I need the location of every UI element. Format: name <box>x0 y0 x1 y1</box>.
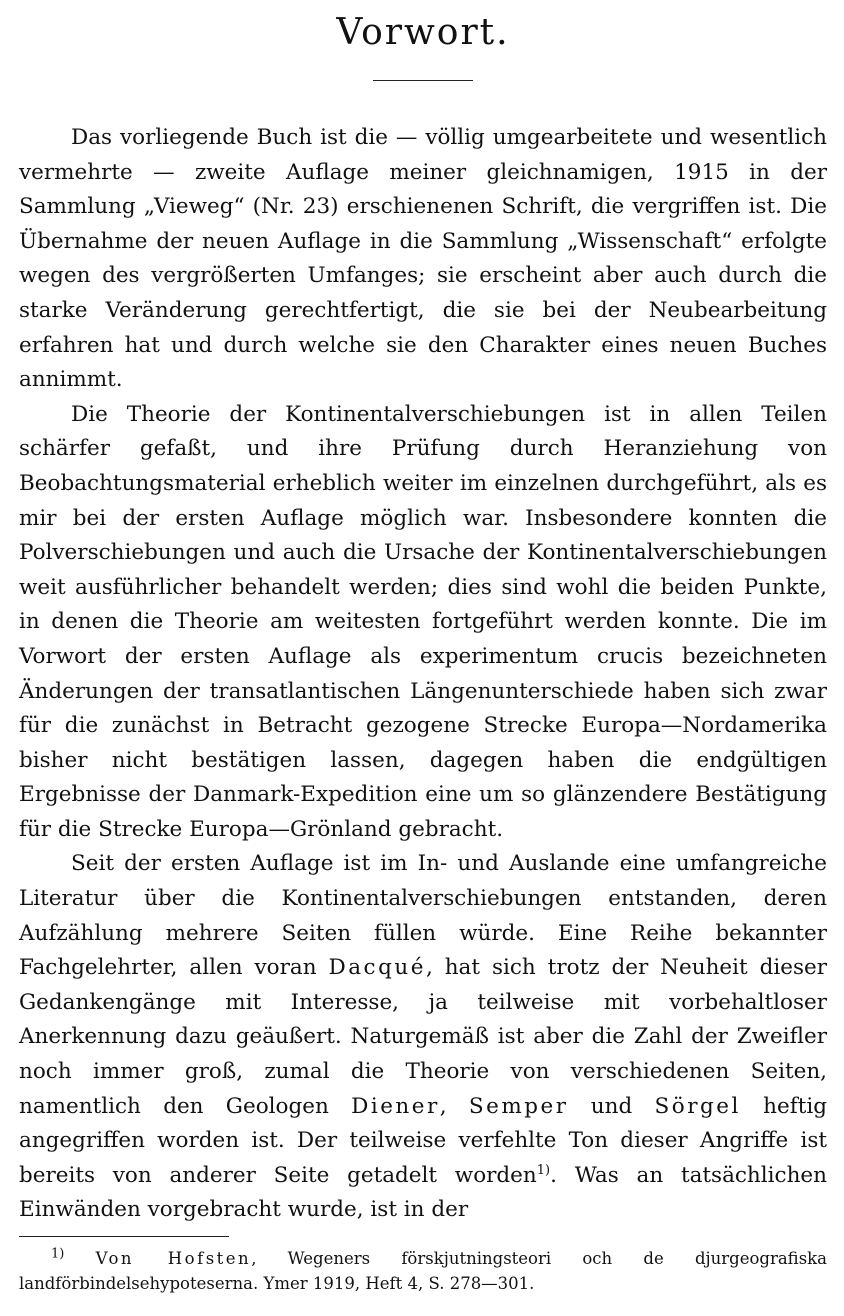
author-name-semper: Semper <box>468 1093 569 1119</box>
paragraph-3-text-b: , hat sich trotz der Neuheit dieser Gedankengänge mit Interesse, ja teilweise mit vorbehaltloser Anerkennung dazu geäußert. Naturgemäß ist aber die Zahl der Zweifler noch immer groß, zumal die Theorie von verschiedenen Seiten, namentlich den Geologen <box>19 955 827 1119</box>
footnote-line <box>19 1246 827 1296</box>
paragraph-3 <box>19 847 827 1228</box>
footnote <box>19 1246 827 1296</box>
paragraph-3-text-f: . Was an tatsächlichen Einwänden vorgebracht wurde, ist in der <box>19 1162 827 1223</box>
author-name-diener: Diener <box>351 1093 440 1119</box>
paragraph-2: Die Theorie der Kontinentalverschiebungen ist in allen Teilen schärfer gefaßt, und ihre Prüfung durch Heranziehung von Beobachtungsmaterial erheblich weiter im einzelnen durchgeführt, als es mir bei der ersten Auflage möglich war. Insbesondere konnten die Polverschiebungen und auch die Ursache der Kontinentalverschiebungen weit ausführlicher behandelt werden; dies sind wohl die beiden Punkte, in denen die Theorie am weitesten fortgeführt werden konnte. Die im Vorwort der ersten Auflage als experimentum crucis bezeichneten Änderungen der transatlantischen Längenunterschiede haben sich zwar für die zunächst in Betracht gezogene Strecke Europa—Nordamerika bisher nicht bestätigen lassen, dagegen haben die endgültigen Ergebnisse der Danmark-Expedition eine um so glänzendere Bestätigung für die Strecke Europa—Grönland gebracht. <box>19 401 827 842</box>
paragraph-3-text-c: , <box>439 1093 469 1119</box>
title-rule <box>373 80 473 81</box>
paragraph-3-text-a: Seit der ersten Auflage ist im In- und Auslande eine umfangreiche Literatur über die Kontinentalverschiebungen entstanden, deren Aufzählung mehrere Seiten füllen würde. Eine Reihe bekannter Fachgelehrter, allen voran <box>19 851 827 981</box>
paragraph-1: Das vorliegende Buch ist die — völlig umgearbeitete und wesentlich vermehrte — zweite Auflage meiner gleichnamigen, 1915 in der Sammlung „Vieweg“ (Nr. 23) erschienenen Schrift, die vergriffen ist. Die Übernahme der neuen Auflage in die Sammlung „Wissenschaft“ erfolgte wegen des vergrößerten Umfanges; sie erscheint aber auch durch die starke Veränderung gerechtfertigt, die sie bei der Neubearbeitung erfahren hat und durch welche sie den Charakter eines neuen Buches annimmt. <box>19 125 827 393</box>
footnote-rule <box>19 1236 229 1237</box>
paragraph-3-text-e: heftig angegriffen worden ist. Der teilweise verfehlte Ton dieser Angriffe ist bereits von anderer Seite getadelt worden <box>19 1093 827 1188</box>
body-text <box>19 121 827 1228</box>
author-name-dacque: Dacqué <box>328 955 426 981</box>
author-name-soergel: Sörgel <box>654 1093 741 1119</box>
footnote-reference[interactable]: 1) <box>536 1162 551 1178</box>
footnote-mark: 1) <box>51 1246 65 1262</box>
footnote-text: , Wegeners förskjutningsteori och de djurgeografiska landförbindelsehypoteserna. Ymer 1919, Heft 4, S. 278—301. <box>19 1249 827 1293</box>
book-page <box>19 0 827 1316</box>
paragraph-3-text-d: und <box>568 1093 655 1119</box>
footnote-author: Von Hofsten <box>95 1249 252 1268</box>
page-title: Vorwort. <box>336 12 510 53</box>
